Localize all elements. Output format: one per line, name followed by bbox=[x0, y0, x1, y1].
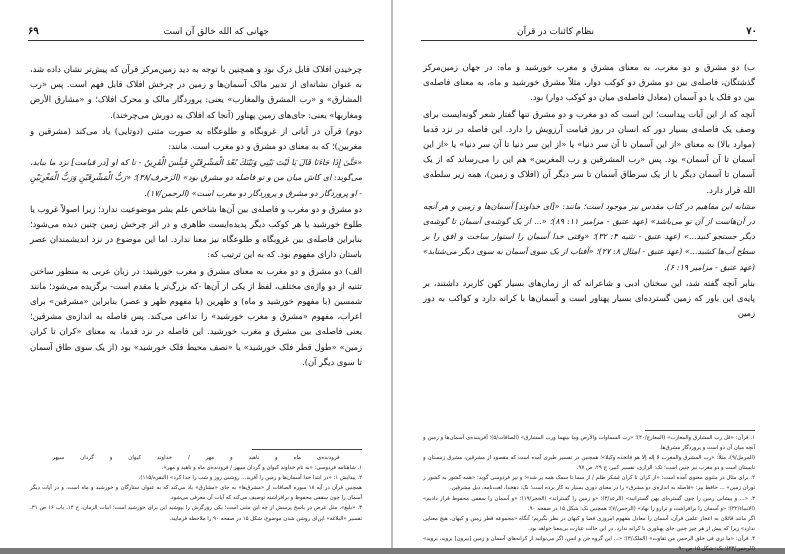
paragraph: ب) دو مشرق و دو مغرب، به معنای مشرق و مغرب خورشید و ماه: در جهان زمین‌مرکز گذشتگان، فاصله‌ی بین دو مشرق دو کوکب دوار، مثلاً مشرق خورشید و ماه، به معنای فاصله‌ی بین دو فلک یا دو آسمان (معادل فاصله‌ی میان دو کوکب دوار) بود. bbox=[423, 62, 755, 103]
footnote: ۴. قرآن: «ما تری فی خلق الرحمن من تفاوت» (الملک/۳)؛ «... این گروه جن و انس، اگر می‌توانید از کرانه‌های آسمان و زمین [بیرون] بروید، بروید» (الرحمن/۳۳)؛ نک: شکل ۱۵ ص ۹۰. bbox=[423, 535, 756, 553]
left-page bbox=[0, 0, 392, 548]
footnote: اگر مانند قائلان به اعجاز علمی قرآن، آسمان را معادل مفهوم امروزی فضا و کیهان در نظر بگیریم؛ آنگاه «مجموعه قطر زمین و کیهان، هیچ معنایی ندارد» زیرا که پیش از هر چیز چنین جای پهناوری با کرانه ندارد. در این حالت عبارت بی‌معنا خواهد بود. bbox=[423, 515, 755, 532]
footnote: ۲. پیدایش ۱: «در ابتدا خدا آسمان‌ها و زمین را آفرید... روشنی روز و شب را جدا کرد» (البقره/۱۱۵). bbox=[138, 475, 362, 482]
footnote: ۲. برای مثال در مثنوی معنوی آمده است: «از کران تا کران لشکر ظلم / از سما تا سمک همه پر شد»؛ و نیز فردوسی گوید: «همه کشور به کشور ز توران زمین» ... حافظ نیز: «فاصله به اندازه‌ی دو مشرق» را در معنای دوری بسیار به کار برده است؛ نک: دهخدا، لغت‌نامه، ذیل مشرقین. bbox=[423, 475, 755, 492]
footnote: ۱. قرآن: «قل رب المشارق والمغارب» (المعارج/۴۰)؛ «رب السماوات والأرض وما بينهما ورب المشارق» (الصافات/۵)؛ آفریننده‌ی آسمان‌ها و زمین و آنچه میان آن دو است و پروردگار مشرق‌ها. bbox=[423, 435, 755, 452]
left-page-number: ۶۹ bbox=[28, 26, 39, 37]
footnote-poem: فرودنده‌ی ماه و ناهید و مهر / خداوند کیوان و گردان سپهر bbox=[52, 455, 340, 461]
right-page-body bbox=[423, 60, 755, 322]
left-running-title: جهانی که الله خالق آن است bbox=[163, 27, 269, 37]
footnote-divider bbox=[645, 430, 755, 431]
footnote: ۳. «بلیغ»، مثل عرض در پاسخ پرسش از چه این مثنی است؛ یکی روزگرش را بپوشید این برای خورشید است؛ ابیات الزمان، ج ۱۴، باب ۱۶ ص ۳۱، تفسیر «البلاغة» این‌ای روشن شدن موضوع، شکل ۱۵ در صفحه ۹۰ را ملاحظه فرمایید. bbox=[30, 505, 362, 522]
paragraph: الف) دو مشرق و دو مغرب به معنای مشرق و مغرب خورشید: در زبان عربی به منظور ساختن تثنیه از دو واژه‌ی مختلف، لفظ از یکی از آن‌ها -که بزرگ‌تر یا مقدم است- برگزیده می‌شود؛ مانند شمسین (با مفهوم خورشید و ماه) و ظهرین (با مفهوم ظهر و عصر) بنابراین «مشرقین» برای اعراب، مفهوم «مشرق و مغرب خورشید» را تداعی می‌کند. پس فاصله به اندازه‌ی مشرقین؛ یعنی فاصله‌ی بین مشرق و مغرب خورشید. این فاصله در نزد قدما، به معنای «کران تا کران زمین» «طول قطر فلک خورشید» یا «نصف محیط فلک خورشید» بود (از یک سوی طاق آسمان تا سوی دیگر آن). bbox=[30, 265, 362, 367]
quranic-quote: «حَتَّىٰ إِذَا جَاءَنَا قَالَ يَا لَيْتَ بَيْنِي وَبَيْنَكَ بُعْدَ الْمَشْرِقَيْنِ فَبِئْسَ الْقَرِينُ - تا که او [در قیامت] نزد ما بیاید، می‌گوید: ای کاش میان من و تو فاصله دو مشرق بود» (الزخرف/۳۸)؛ «رَبُّ الْمَشْرِقَيْنِ وَرَبُّ الْمَغْرِبَيْنِ - او پروردگار دو مشرق و پروردگار دو مغرب است» (الرحمن/۱۷). bbox=[30, 158, 362, 198]
footnote: همچنین قرآن در آیه ۱۸ سوره الصافات از «مشرق‌ها» به جای «مشارق» یاد می‌کند که به عنوان ستارگان و خورشید و ماه است، و در آیات دیگر آسمان را چون سقفی محفوظ و برافراشته توصیف می‌کند که آیات آن معرفی می‌شود. bbox=[30, 485, 362, 502]
right-page bbox=[393, 0, 785, 553]
scripture-quote: مشابه این مفاهیم در کتاب مقدس نیز موجود است؛ مانند: «[ای خداوند] آسمان‌ها و زمین و هر آنچه در آن‌هاست از آن تو می‌باشد» (عهد عتیق - مزامیر ۱۱: ۸۹)؛ «... از یک گوشه‌ی آسمان تا گوشه‌ی دیگر جستجو کنید...» (عهد عتیق - تثنیه ۴: ۳۲)؛ «وقتی خدا آسمان را استوار ساخت و افق را بر سطح آب‌ها کشید...» (عهد عتیق - امثال ۸: ۲۷)؛ «آفتاب از یک سوی آسمان به سوی دیگر می‌شتابد» (عهد عتیق - مزامیر ۱۹: ۶). bbox=[423, 201, 755, 272]
footnote: ۱. شاهنامه فردوسی: «به نام خداوند کیوان و گردان سپهر / فرودنده‌ی ماه و ناهید و مهر». bbox=[161, 465, 362, 472]
paragraph: چرخیدن افلاک قابل درک بود و همچنین با توجه به دید زمین‌مرکز قرآن که پیش‌تر نشان داده شد، به عنوان نشانه‌ای از تدبیر مالک آسمان‌ها و زمین در چرخش افلاک قابل فهم است. پس «رب المشارق» و «رب المشرق والمغارب» یعنی: پروردگار مالک و محرک افلاک؛ و «مشارق الأرض ومغاربها» یعنی: جای‌های زمین پهناور (آنجا که افلاک به دورش می‌چرخند). bbox=[30, 64, 362, 120]
left-footnotes bbox=[30, 453, 362, 524]
footnote-divider bbox=[252, 449, 362, 450]
right-footnotes bbox=[423, 433, 755, 554]
paragraph: آنچه که از این آیات پیداست؛ این است که دو مغرب و دو مشرق تنها گفتار شعر گونه‌ایست برای وصف یک فاصله‌ی بسیار دور که انسان در روز قیامت آرزویش را دارد. این فاصله در نزد قدما (موارد بالا) به معنای «از این آسمان تا آن سر دنیا» یا «از این سر دنیا تا آن سر دنیا» یا «از این آسمان تا آن آسمان» بود. پس «رب المشرقین و رب المغربین» هم این را می‌رساند که از یک آسمان تا آسمان دیگر یا از یک سرطاق آسمان تا سر دیگر آن (افلاک و زمین)، همه زیر سلطه‌ی الله قرار دارد. bbox=[423, 108, 755, 195]
paragraph: دوم) قرآن در آیاتی از غروبگاه و طلوعگاه به صورت مثنی (دوتایی) یاد می‌کند (مشرقین و مغربین)؛ که به معنای دو مشرق و دو مغرب است. مانند: bbox=[30, 125, 362, 152]
left-page-body bbox=[30, 62, 362, 371]
right-running-title: نظام کائنات در قرآن bbox=[517, 27, 594, 37]
right-page-number: ۷۰ bbox=[746, 26, 757, 37]
left-page-header bbox=[28, 26, 364, 41]
footnote: (المزمل/۹)، مثلاً: «رب المشرق والمغرب لا إله إلا هو فاتخذه وكيلا»؛ همچنین در تفسیر طبری آمده است که مقصود از مشرقین، مشرق زمستان و تابستان است و دو مغرب نیز چنین است؛ نک: الرازی، تفسیر کبیر، ج ۲۹، ص ۹۷. bbox=[423, 455, 755, 472]
paragraph: دو مشرق و دو مغرب و فاصله‌ی بین آن‌ها شاخص علم بشر موضوعیت ندارد؛ زیرا اصولاً غروب یا طلوع خورشید یا هر کوکب دیگر پدیده‌ایست ظاهری و در اثر چرخش زمین چنین دیده می‌شود؛ بنابراین فاصله‌ی بین غروبگاه و طلوعگاه نیز معنا ندارد. اما این موضوع در نزد اندیشمندان عصر باستان دارای مفهوم بود. که به این ترتیب که: bbox=[30, 203, 362, 260]
right-page-header bbox=[421, 26, 757, 41]
paragraph: بنابر آنچه گفته شد، این سخنان ادبی و شاعرانه که از زمان‌های بسیار کهن کاربرد داشتند، بر پایه‌ی این باور که زمین گسترده‌ای بسیار پهناور است و آسمان‌ها با کرانه دارد و کواکب به دور زمین bbox=[423, 277, 755, 319]
footnote: ۳. «... و پیشانی زمین را چون گستره‌ای پهن گسترانید» (الرعد/۳)؛ «و زمین را گستراند» (الحجر/۱۹)؛ «و آسمان را سقفی محفوظ قرار دادیم» (الانبیاء/۳۲)؛ «و آسمان را برافراشت و ترازو را نهاد» (الرحمن/۷)؛ همچنین نک: شکل ۱۵ در صفحه ۹۰. bbox=[423, 495, 756, 512]
